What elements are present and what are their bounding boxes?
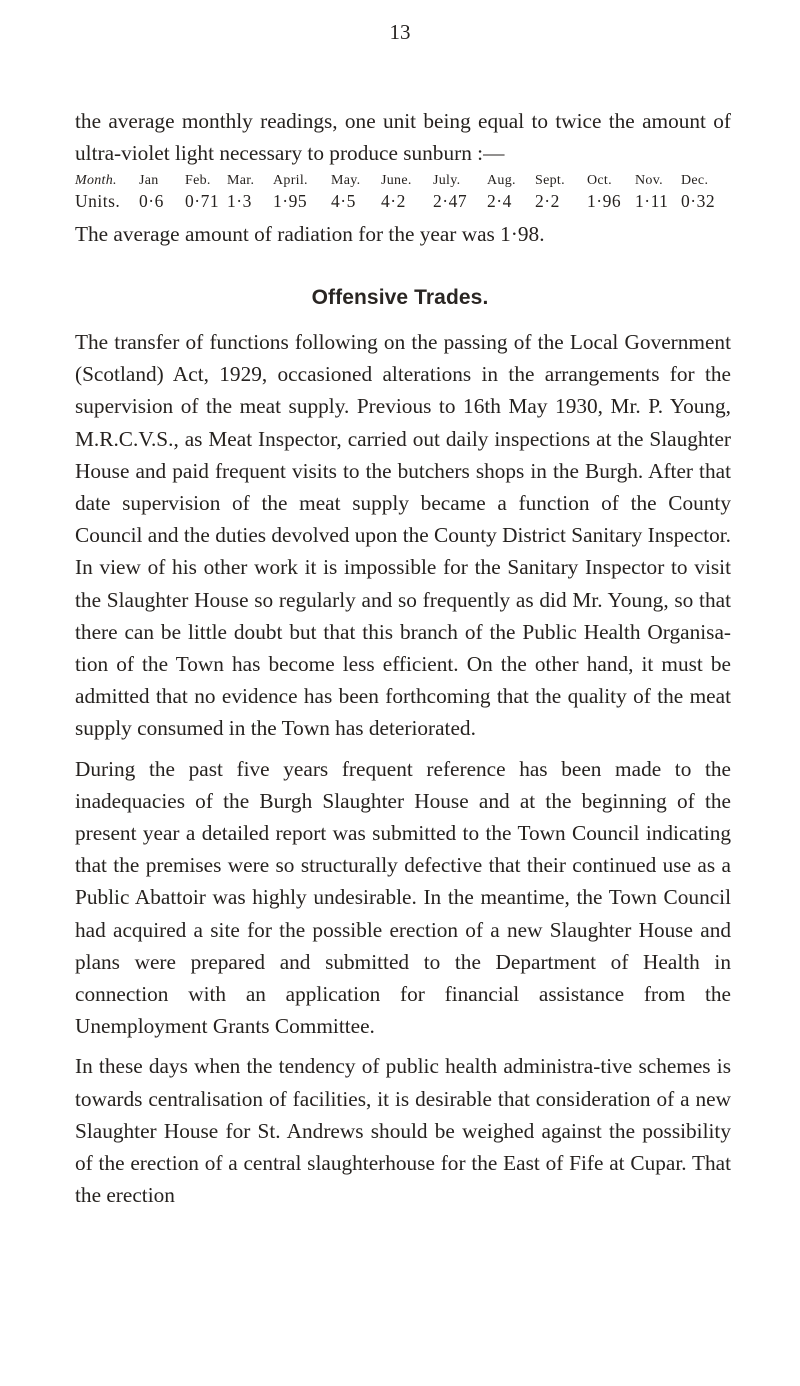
units-cell: 2·2 [535,191,560,211]
month-cell: Aug. [487,173,516,188]
page-number: 13 [389,20,411,44]
intro-text: the average monthly readings, one unit being equal to twice the amount of ultra-violet light necessary to produce sunburn :— [75,109,731,166]
month-cell: Jan [139,173,159,188]
month-cell: Mar. [227,173,255,188]
annual-text: The average amount of radiation for the year was 1·98. [75,222,545,246]
units-cell: 0·32 [681,191,716,211]
month-cell: Oct. [587,173,612,188]
month-cell: Feb. [185,173,211,188]
intro-paragraph [75,105,731,169]
month-cell: June. [381,173,412,188]
units-cell: 4·5 [331,191,356,211]
paragraph-meat-supervision: The transfer of functions following on the passing of the Local Government (Scotland) Act, 1929, occasioned alterations in the arrangements for the supervision of the meat supply. Previous to 16th May 1930, Mr. P. Young, M.R.C.V.S., as Meat Inspector, carried out daily inspections at the Slaughter House and paid frequent visits to the butchers shops in the Burgh. After that date supervision of the meat supply became a function of the County Council and the duties devolved upon the County District Sanitary Inspector. In view of his other work it is impossible for the Sanitary Inspector to visit the Slaughter House so regularly and so frequently as did Mr. Young, so that there can be little doubt but that this branch of the Public Health Organisa-tion of the Town has become less efficient. On the other hand, it must be admitted that no evidence has been forthcoming that the quality of the meat supply consumed in the Town has deteriorated. [75,330,731,741]
month-cell: April. [273,173,308,188]
units-cell: 1·3 [227,191,252,211]
units-cell: 0·71 [185,191,220,211]
units-cell: 1·11 [635,191,669,211]
month-cell: Dec. [681,173,709,188]
month-cell: Sept. [535,173,565,188]
units-cell: 2·47 [433,191,468,211]
units-cell: 4·2 [381,191,406,211]
section-heading: Offensive Trades. [311,286,489,309]
month-row-label: Month. [75,173,117,188]
units-cell: 1·96 [587,191,622,211]
month-cell: May. [331,173,361,188]
units-cell: 0·6 [139,191,164,211]
month-cell: Nov. [635,173,663,188]
month-row [75,171,735,190]
paragraph-slaughter-house: During the past five years frequent reference has been made to the inadequacies of the Burgh Slaughter House and at the beginning of the present year a detailed report was submitted to the Town Council indicating that the premises were so structurally defective that their continued use as a Public Abattoir was highly undesirable. In the meantime, the Town Council had acquired a site for the possible erection of a new Slaughter House and plans were prepared and submitted to the Department of Health in connection with an application for financial assistance from the Unemployment Grants Committee. [75,756,731,1039]
body-text [75,326,731,1219]
units-row-label: Units. [75,191,121,211]
radiation-table [75,171,735,212]
units-cell: 2·4 [487,191,512,211]
units-cell: 1·95 [273,191,308,211]
units-row [75,190,735,212]
month-cell: July. [433,173,461,188]
paragraph-centralisation: In these days when the tendency of public health administra-tive schemes is towards centralisation of facilities, it is desirable that consideration of a new Slaughter House for St. Andrews should be weighed against the possibility of the erection of a central slaughterhouse for the East of Fife at Cupar. That the erection [75,1054,731,1208]
annual-paragraph [75,218,731,250]
